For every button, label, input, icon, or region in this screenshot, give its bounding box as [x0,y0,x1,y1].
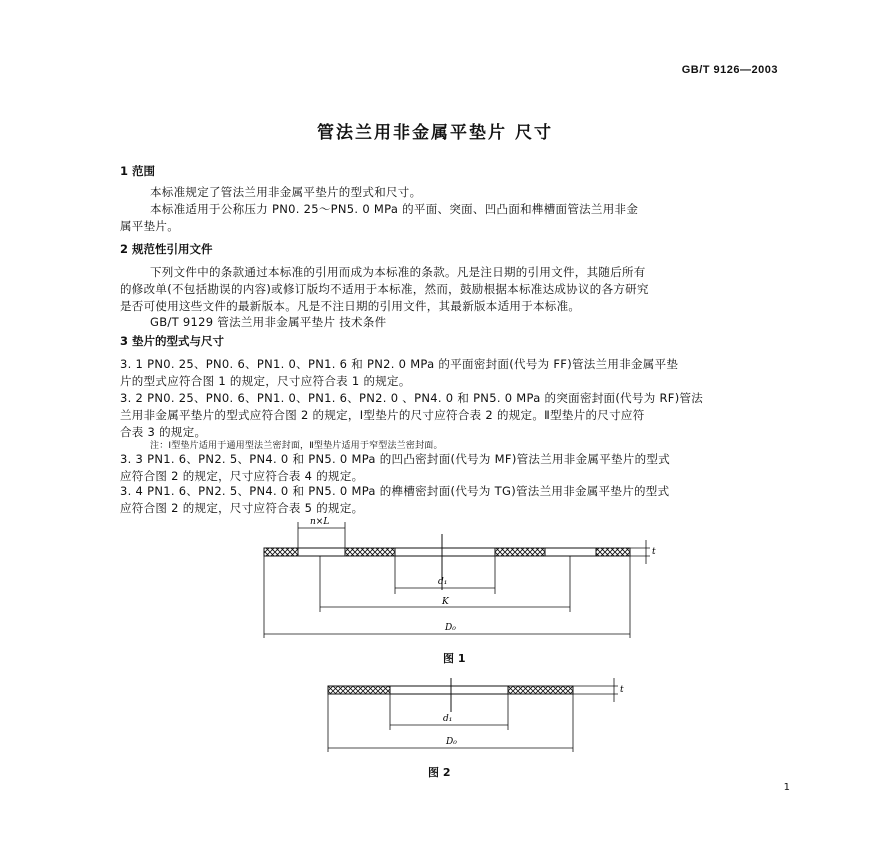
section-2-heading: 2 规范性引用文件 [120,242,213,256]
clause-3-1: 片的型式应符合图 1 的规定，尺寸应符合表 1 的规定。 [120,374,411,388]
inner-diameter-label: d₁ [438,577,448,587]
figure-2-caption: 图 2 [428,766,451,779]
reference-item: GB/T 9129 管法兰用非金属平垫片 技术条件 [150,315,387,329]
standard-code: GB/T 9126—2003 [681,64,778,76]
section-1-line: 属平垫片。 [120,219,179,233]
section-2-line: 的修改单(不包括勘误的内容)或修订版均不适用于本标准，然而，鼓励根据本标准达成协议的各方研究 [120,282,649,296]
clause-3-2: 兰用非金属平垫片的型式应符合图 2 的规定，Ⅰ型垫片的尺寸应符合表 2 的规定。Ⅱ型垫片的尺寸应符 [120,408,645,422]
section-1-heading: 1 范围 [120,164,156,178]
figure-1-drawing [250,512,670,646]
page-title: 管法兰用非金属平垫片 尺寸 [317,123,553,143]
bolt-hole-section [345,548,395,556]
section-1-line: 本标准规定了管法兰用非金属平垫片的型式和尺寸。 [150,185,422,199]
bolt-hole-section [596,548,630,556]
section-3-heading: 3 垫片的型式与尺寸 [120,334,225,348]
bolt-hole-section [495,548,545,556]
clause-3-2: 3. 2 PN0. 25、PN0. 6、PN1. 0、PN1. 6、PN2. 0 、PN4. 0 和 PN5. 0 MPa 的突面密封面(代号为 RF)管法 [120,391,704,405]
gasket-section [328,686,390,694]
page-number: 1 [783,782,790,793]
note: 注：Ⅰ型垫片适用于通用型法兰密封面，Ⅱ型垫片适用于窄型法兰密封面。 [150,441,443,451]
gasket-section [508,686,573,694]
clause-3-4: 3. 4 PN1. 6、PN2. 5、PN4. 0 和 PN5. 0 MPa 的榫槽密封面(代号为 TG)管法兰用非金属平垫片的型式 [120,484,670,498]
clause-3-1: 3. 1 PN0. 25、PN0. 6、PN1. 0、PN1. 6 和 PN2. 0 MPa 的平面密封面(代号为 FF)管法兰用非金属平垫 [120,357,679,371]
inner-diameter-label: d₁ [443,714,453,724]
figure-2-drawing [318,676,638,756]
section-2-line: 是否可使用这些文件的最新版本。凡是不注日期的引用文件，其最新版本适用于本标准。 [120,299,581,313]
section-1-line: 本标准适用于公称压力 PN0. 25～PN5. 0 MPa 的平面、突面、凹凸面和榫槽面管法兰用非金 [150,202,639,216]
clause-3-2: 合表 3 的规定。 [120,425,207,439]
clause-3-3: 应符合图 2 的规定，尺寸应符合表 4 的规定。 [120,469,364,483]
holes-label: n×L [310,517,330,527]
clause-3-3: 3. 3 PN1. 6、PN2. 5、PN4. 0 和 PN5. 0 MPa 的凹凸密封面(代号为 MF)管法兰用非金属平垫片的型式 [120,452,670,466]
bolt-hole-section [264,548,298,556]
clause-3-4: 应符合图 2 的规定，尺寸应符合表 5 的规定。 [120,501,364,515]
section-2-line: 下列文件中的条款通过本标准的引用而成为本标准的条款。凡是注日期的引用文件，其随后所有 [150,265,646,279]
thickness-label: t [620,685,624,695]
bolt-circle-label: K [442,597,449,607]
thickness-label: t [652,547,656,557]
outer-diameter-label: D₀ [446,737,457,747]
figure-1-caption: 图 1 [443,652,466,665]
outer-diameter-label: D₀ [445,623,456,633]
